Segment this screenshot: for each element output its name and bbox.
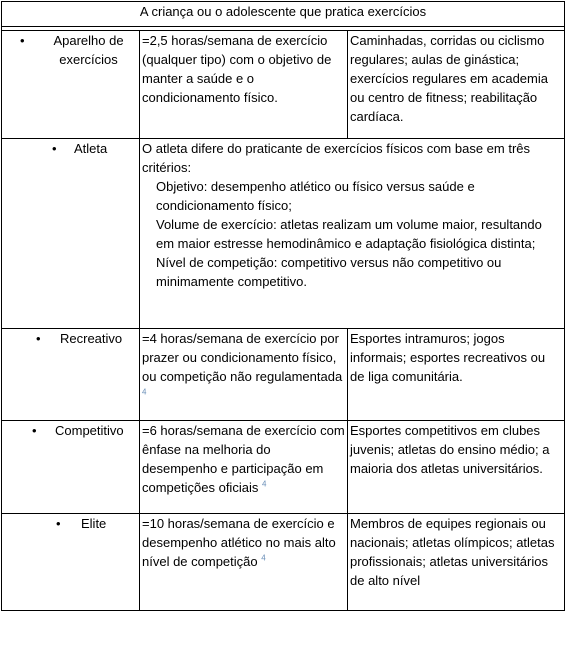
reference-marker[interactable]: 4 <box>261 479 267 489</box>
athlete-intro: O atleta difere do praticante de exercícios físicos com base em três critérios: <box>142 141 531 175</box>
athlete-description-cell <box>140 139 565 329</box>
criterion-competition: Nível de competição: competitivo versus não competitivo ou minimamente competitivo. <box>156 255 502 289</box>
table-header-row <box>2 2 565 27</box>
examples-cell: Esportes intramuros; jogos informais; esportes recreativos ou de liga comunitária. <box>348 329 565 421</box>
definition-text: =4 horas/semana de exercício por prazer ou condicionamento físico, ou competição não regulamentada <box>142 331 343 384</box>
row-label-cell <box>2 31 140 139</box>
reference-marker[interactable]: 4 <box>142 387 147 397</box>
table-row <box>2 139 565 329</box>
examples-cell: Membros de equipes regionais ou nacionais; atletas olímpicos; atletas profissionais; atletas universitários de alto nível <box>348 514 565 611</box>
definition-cell <box>140 329 348 421</box>
table-title: A criança ou o adolescente que pratica exercícios <box>2 2 565 27</box>
criterion-volume: Volume de exercício: atletas realizam um volume maior, resultando em maior estresse hemodinâmico e adaptação fisiológica distinta; <box>156 217 542 251</box>
reference-marker[interactable]: 4 <box>261 553 266 563</box>
row-label-cell <box>2 139 140 329</box>
bullet-icon: • <box>32 423 37 438</box>
row-label: Atleta <box>74 141 108 156</box>
row-label: Elite <box>81 516 107 531</box>
table-row <box>2 329 565 421</box>
row-label-cell <box>2 514 140 611</box>
bullet-icon: • <box>36 331 41 346</box>
definition-cell <box>140 421 348 514</box>
row-label-cell <box>2 421 140 514</box>
exercise-classification-table <box>1 1 565 611</box>
table-row <box>2 31 565 139</box>
definition-text: =10 horas/semana de exercício e desempenho atlético no mais alto nível de competição <box>142 516 336 569</box>
table-row <box>2 421 565 514</box>
criterion-objective: Objetivo: desempenho atlético ou físico versus saúde e condicionamento físico; <box>156 179 475 213</box>
row-label: Competitivo <box>55 423 124 438</box>
definition-cell: =2,5 horas/semana de exercício (qualquer tipo) com o objetivo de manter a saúde e o condicionamento físico. <box>140 31 348 139</box>
bullet-icon: • <box>52 141 57 156</box>
row-label-cell <box>2 329 140 421</box>
row-label: Recreativo <box>60 331 123 346</box>
bullet-icon: • <box>56 516 61 531</box>
table-row <box>2 514 565 611</box>
examples-cell: Caminhadas, corridas ou ciclismo regulares; aulas de ginástica; exercícios regulares em academia ou centro de fitness; reabilitação cardíaca. <box>348 31 565 139</box>
examples-cell: Esportes competitivos em clubes juvenis; atletas do ensino médio; a maioria dos atletas universitários. <box>348 421 565 514</box>
row-label: Aparelho de exercícios <box>53 33 124 67</box>
definition-text: =6 horas/semana de exercício com ênfase na melhoria do desempenho e participação em competições oficiais <box>142 423 345 495</box>
bullet-icon: • <box>20 33 25 48</box>
definition-cell <box>140 514 348 611</box>
